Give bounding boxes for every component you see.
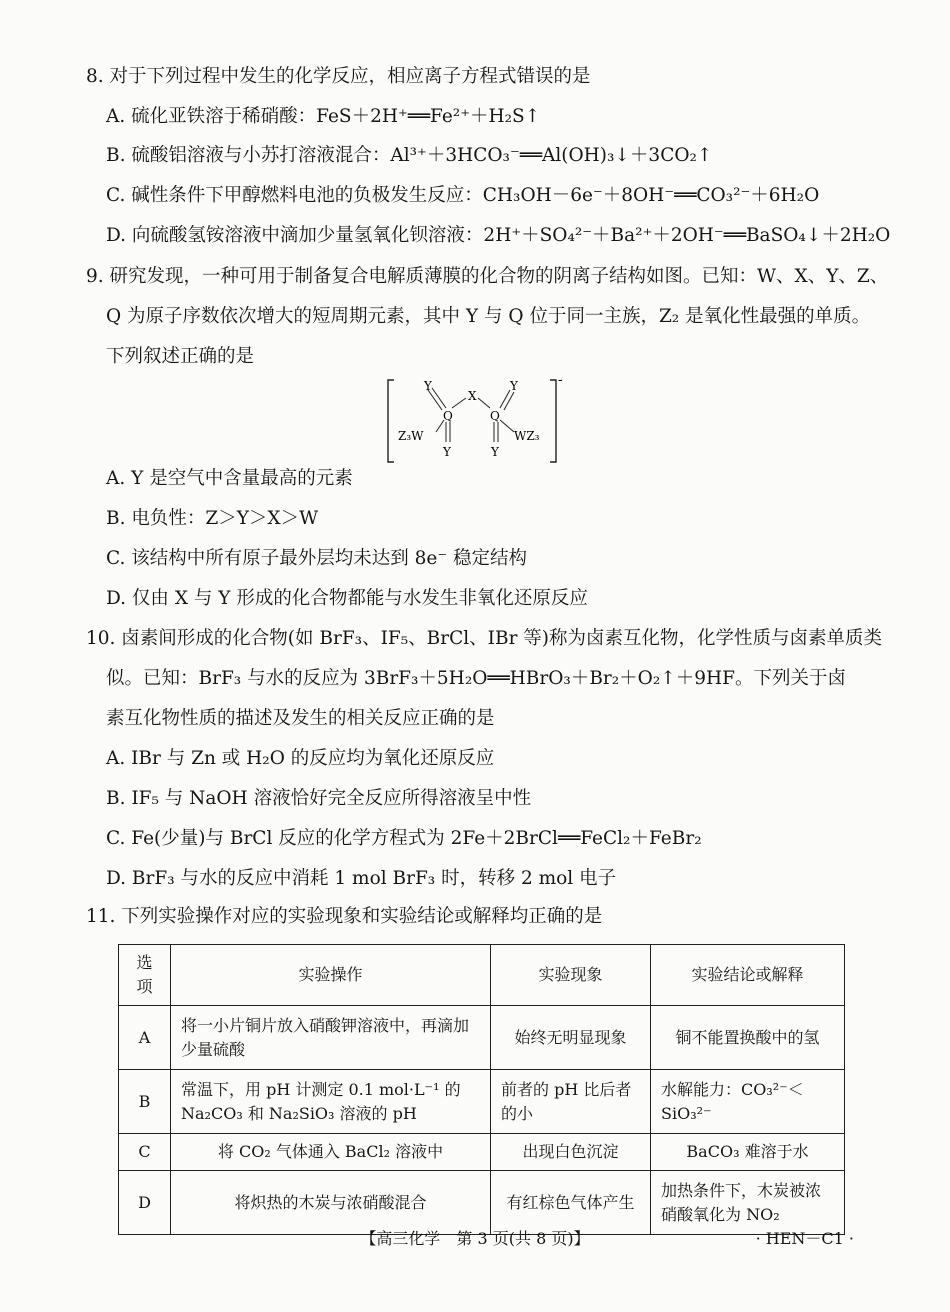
q9-option-b: B. 电负性：Z＞Y＞X＞W — [106, 508, 319, 529]
diagram-q-right: Q — [490, 409, 500, 423]
q9-option-a: A. Y 是空气中含量最高的元素 — [106, 468, 353, 489]
q9-option-c: C. 该结构中所有原子最外层均未达到 8e⁻ 稳定结构 — [106, 548, 528, 569]
table-header-row — [119, 945, 845, 1006]
table-header-option: 选项 — [119, 945, 171, 1006]
row-option-label: C — [119, 1134, 171, 1171]
q9-stem-line-2: Q 为原子序数依次增大的短周期元素，其中 Y 与 Q 位于同一主族，Z₂ 是氧化性最强的单质。 — [106, 306, 871, 327]
diagram-charge: - — [558, 376, 563, 388]
row-phenomenon: 有红棕色气体产生 — [491, 1171, 651, 1235]
row-phenomenon: 前者的 pH 比后者的小 — [491, 1070, 651, 1134]
diagram-z3w: Z₃W — [398, 429, 424, 443]
experiment-table — [118, 944, 845, 1235]
table-header-conclusion: 实验结论或解释 — [651, 945, 845, 1006]
row-option-label: B — [119, 1070, 171, 1134]
q9-stem-line-1: 9. 研究发现，一种可用于制备复合电解质薄膜的化合物的阴离子结构如图。已知：W、X、Y、Z、 — [86, 266, 889, 287]
table-row — [119, 1070, 845, 1134]
row-option-label: A — [119, 1006, 171, 1070]
q10-option-a: A. IBr 与 Zn 或 H₂O 的反应均为氧化还原反应 — [106, 748, 495, 769]
row-conclusion: 水解能力：CO₃²⁻＜SiO₃²⁻ — [651, 1070, 845, 1134]
diagram-q-left: Q — [443, 409, 453, 423]
table-row — [119, 1006, 845, 1070]
diagram-y-bottom-right: Y — [491, 445, 499, 459]
q8-option-d: D. 向硫酸氢铵溶液中滴加少量氢氧化钡溶液：2H⁺＋SO₄²⁻＋Ba²⁺＋2OH⁻══BaSO₄↓＋2H₂O — [106, 225, 891, 246]
q8-option-a: A. 硫化亚铁溶于稀硝酸：FeS＋2H⁺══Fe²⁺＋H₂S↑ — [106, 106, 541, 127]
row-operation: 将 CO₂ 气体通入 BaCl₂ 溶液中 — [171, 1134, 491, 1171]
diagram-y-top-right: Y — [510, 379, 518, 393]
page-footer-title: 【高三化学 第 3 页(共 8 页)】 — [360, 1229, 590, 1248]
q10-option-d: D. BrF₃ 与水的反应中消耗 1 mol BrF₃ 时，转移 2 mol 电子 — [106, 868, 617, 889]
row-conclusion: 加热条件下，木炭被浓硝酸氧化为 NO₂ — [651, 1171, 845, 1235]
row-conclusion: 铜不能置换酸中的氢 — [651, 1006, 845, 1070]
q9-option-d: D. 仅由 X 与 Y 形成的化合物都能与水发生非氧化还原反应 — [106, 588, 588, 609]
table-header-operation: 实验操作 — [171, 945, 491, 1006]
diagram-x-center: X — [468, 389, 477, 403]
q10-stem-line-1: 10. 卤素间形成的化合物(如 BrF₃、IF₅、BrCl、IBr 等)称为卤素互化物，化学性质与卤素单质类 — [86, 628, 883, 649]
table-row — [119, 1171, 845, 1235]
row-conclusion: BaCO₃ 难溶于水 — [651, 1134, 845, 1171]
anion-structure-diagram — [386, 376, 566, 466]
q10-stem-line-3: 素互化物性质的描述及发生的相关反应正确的是 — [106, 708, 495, 729]
q8-option-b: B. 硫酸铝溶液与小苏打溶液混合：Al³⁺＋3HCO₃⁻══Al(OH)₃↓＋3CO₂↑ — [106, 145, 713, 166]
q8-stem: 8. 对于下列过程中发生的化学反应，相应离子方程式错误的是 — [86, 66, 591, 87]
row-phenomenon: 出现白色沉淀 — [491, 1134, 651, 1171]
diagram-y-top-left: Y — [424, 379, 432, 393]
q8-option-c: C. 碱性条件下甲醇燃料电池的负极发生反应：CH₃OH－6e⁻＋8OH⁻══CO₃²⁻＋6H₂O — [106, 185, 820, 206]
row-operation: 将一小片铜片放入硝酸钾溶液中，再滴加少量硫酸 — [171, 1006, 491, 1070]
q11-stem: 11. 下列实验操作对应的实验现象和实验结论或解释均正确的是 — [86, 906, 603, 927]
row-operation: 将炽热的木炭与浓硝酸混合 — [171, 1171, 491, 1235]
q10-stem-line-2: 似。已知：BrF₃ 与水的反应为 3BrF₃＋5H₂O══HBrO₃＋Br₂＋O₂↑＋9HF。下列关于卤 — [106, 668, 847, 689]
row-operation: 常温下，用 pH 计测定 0.1 mol·L⁻¹ 的 Na₂CO₃ 和 Na₂SiO₃ 溶液的 pH — [171, 1070, 491, 1134]
q10-option-b: B. IF₅ 与 NaOH 溶液恰好完全反应所得溶液呈中性 — [106, 788, 532, 809]
row-option-label: D — [119, 1171, 171, 1235]
diagram-wz3: WZ₃ — [514, 429, 540, 443]
q9-stem-line-3: 下列叙述正确的是 — [106, 346, 255, 367]
table-header-phenomenon: 实验现象 — [491, 945, 651, 1006]
row-phenomenon: 始终无明显现象 — [491, 1006, 651, 1070]
table-row — [119, 1134, 845, 1171]
q10-option-c: C. Fe(少量)与 BrCl 反应的化学方程式为 2Fe＋2BrCl══FeCl₂＋FeBr₂ — [106, 828, 702, 849]
page-footer-code: · HEN－C1 · — [755, 1229, 854, 1248]
diagram-y-bottom-left: Y — [443, 445, 451, 459]
